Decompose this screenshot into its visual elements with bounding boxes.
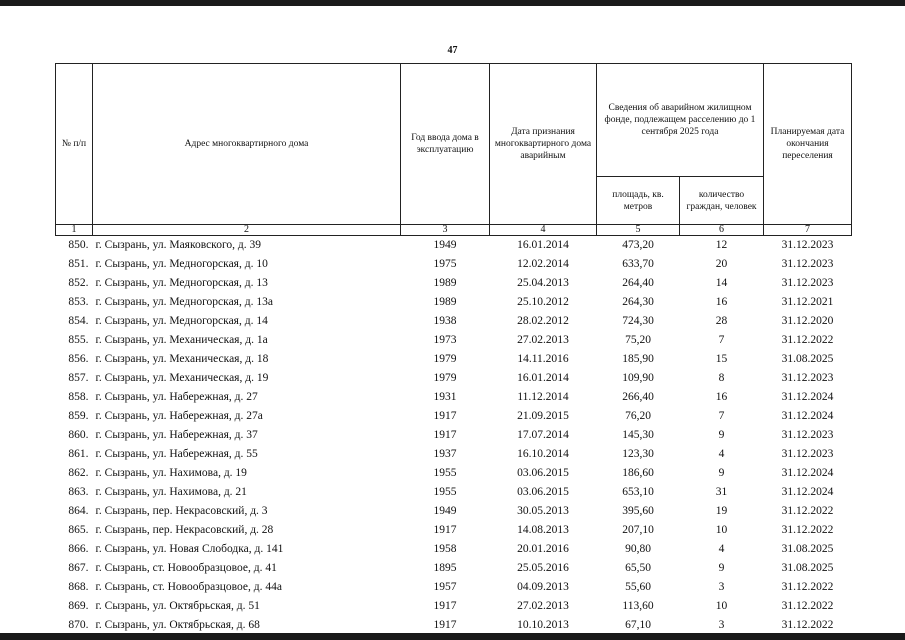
table-row (56, 540, 852, 559)
row-planned-date: 31.12.2021 (781, 296, 834, 308)
header-people: количество граждан, человек (680, 177, 764, 225)
row-people: 10 (715, 524, 728, 536)
row-area: 55,60 (625, 581, 651, 593)
row-year: 1979 (433, 372, 457, 384)
row-emergency-date: 21.09.2015 (517, 410, 569, 422)
row-number: 870. (68, 619, 89, 631)
table-row (56, 331, 852, 350)
row-planned-date: 31.12.2023 (781, 258, 834, 270)
header-emergency-date: Дата признания многоквартирного дома аварийным (490, 64, 597, 225)
row-address: г. Сызрань, ул. Набережная, д. 27 (95, 391, 258, 403)
row-area: 633,70 (622, 258, 654, 270)
row-number: 869. (68, 600, 89, 612)
row-people: 15 (715, 353, 728, 365)
row-address: г. Сызрань, ул. Медногорская, д. 14 (95, 315, 268, 327)
row-area: 123,30 (622, 448, 654, 460)
row-people: 28 (715, 315, 728, 327)
row-people: 9 (718, 562, 725, 574)
row-emergency-date: 25.04.2013 (517, 277, 569, 289)
row-year: 1937 (433, 448, 457, 460)
row-number: 855. (68, 334, 89, 346)
row-planned-date: 31.12.2022 (781, 619, 834, 631)
row-emergency-date: 04.09.2013 (517, 581, 569, 593)
table-row (56, 407, 852, 426)
row-people: 7 (718, 410, 725, 422)
row-emergency-date: 20.01.2016 (517, 543, 569, 555)
row-number: 862. (68, 467, 89, 479)
table-row (56, 350, 852, 369)
row-area: 76,20 (625, 410, 651, 422)
row-people: 19 (715, 505, 728, 517)
row-planned-date: 31.12.2020 (781, 315, 834, 327)
header-year: Год ввода дома в эксплуатацию (401, 64, 490, 225)
table-row (56, 255, 852, 274)
row-emergency-date: 03.06.2015 (517, 486, 569, 498)
row-year: 1917 (433, 600, 457, 612)
resettlement-table (55, 63, 852, 635)
row-area: 90,80 (625, 543, 651, 555)
row-address: г. Сызрань, ул. Механическая, д. 18 (95, 353, 269, 365)
row-address: г. Сызрань, ул. Нахимова, д. 21 (95, 486, 247, 498)
row-emergency-date: 25.10.2012 (517, 296, 569, 308)
table-row (56, 559, 852, 578)
row-year: 1931 (433, 391, 457, 403)
table-row (56, 369, 852, 388)
row-people: 7 (718, 334, 725, 346)
row-planned-date: 31.12.2024 (781, 391, 834, 403)
row-planned-date: 31.12.2022 (781, 334, 834, 346)
row-area: 473,20 (622, 239, 654, 251)
row-planned-date: 31.12.2022 (781, 524, 834, 536)
row-number: 861. (68, 448, 89, 460)
row-planned-date: 31.12.2023 (781, 372, 834, 384)
row-number: 850. (68, 239, 89, 251)
row-number: 856. (68, 353, 89, 365)
col-num: 6 (680, 225, 764, 236)
table-row (56, 388, 852, 407)
row-year: 1958 (433, 543, 457, 555)
row-address: г. Сызрань, пер. Некрасовский, д. 3 (95, 505, 268, 517)
row-number: 852. (68, 277, 89, 289)
row-number: 854. (68, 315, 89, 327)
row-year: 1957 (433, 581, 457, 593)
row-emergency-date: 27.02.2013 (517, 334, 569, 346)
table-row (56, 464, 852, 483)
row-people: 16 (715, 391, 728, 403)
row-year: 1973 (433, 334, 457, 346)
row-address: г. Сызрань, пер. Некрасовский, д. 28 (95, 524, 274, 536)
col-num: 3 (401, 225, 490, 236)
row-planned-date: 31.12.2024 (781, 410, 834, 422)
row-emergency-date: 12.02.2014 (517, 258, 569, 270)
row-number: 865. (68, 524, 89, 536)
header-housing-info: Сведения об аварийном жилищном фонде, подлежащем расселению до 1 сентября 2025 года (597, 64, 764, 177)
row-address: г. Сызрань, ул. Медногорская, д. 13а (95, 296, 273, 308)
row-planned-date: 31.08.2025 (781, 562, 834, 574)
table-row (56, 274, 852, 293)
row-year: 1955 (433, 467, 457, 479)
header-address: Адрес многоквартирного дома (93, 64, 401, 225)
row-address: г. Сызрань, ул. Маяковского, д. 39 (95, 239, 261, 251)
row-emergency-date: 25.05.2016 (517, 562, 569, 574)
row-year: 1917 (433, 429, 457, 441)
row-planned-date: 31.12.2024 (781, 486, 834, 498)
row-people: 9 (718, 429, 725, 441)
row-address: г. Сызрань, ул. Набережная, д. 37 (95, 429, 258, 441)
row-area: 395,60 (622, 505, 654, 517)
row-number: 853. (68, 296, 89, 308)
row-address: г. Сызрань, ул. Набережная, д. 55 (95, 448, 258, 460)
row-area: 724,30 (622, 315, 654, 327)
row-year: 1989 (433, 277, 457, 289)
row-year: 1949 (433, 505, 457, 517)
table-row (56, 521, 852, 540)
row-year: 1917 (433, 619, 457, 631)
row-emergency-date: 16.01.2014 (517, 372, 569, 384)
row-people: 4 (718, 448, 725, 460)
scan-bottom-border (0, 633, 905, 640)
table-row (56, 483, 852, 502)
row-planned-date: 31.12.2023 (781, 239, 834, 251)
row-emergency-date: 17.07.2014 (517, 429, 569, 441)
row-area: 185,90 (622, 353, 654, 365)
row-people: 9 (718, 467, 725, 479)
row-emergency-date: 16.01.2014 (517, 239, 569, 251)
row-year: 1895 (433, 562, 457, 574)
scan-top-border (0, 0, 905, 6)
row-people: 31 (715, 486, 728, 498)
table-row (56, 445, 852, 464)
row-planned-date: 31.08.2025 (781, 353, 834, 365)
row-year: 1979 (433, 353, 457, 365)
row-number: 857. (68, 372, 89, 384)
table-row (56, 502, 852, 521)
row-people: 20 (715, 258, 728, 270)
row-people: 8 (718, 372, 725, 384)
row-people: 10 (715, 600, 728, 612)
col-num: 5 (597, 225, 680, 236)
row-area: 266,40 (622, 391, 654, 403)
row-emergency-date: 14.08.2013 (517, 524, 569, 536)
row-planned-date: 31.12.2023 (781, 429, 834, 441)
row-year: 1975 (433, 258, 457, 270)
row-number: 868. (68, 581, 89, 593)
table-row (56, 236, 852, 256)
row-address: г. Сызрань, ул. Нахимова, д. 19 (95, 467, 247, 479)
row-address: г. Сызрань, ул. Медногорская, д. 10 (95, 258, 268, 270)
col-num: 2 (93, 225, 401, 236)
row-planned-date: 31.12.2023 (781, 277, 834, 289)
row-area: 264,30 (622, 296, 654, 308)
row-address: г. Сызрань, ул. Октябрьская, д. 51 (95, 600, 260, 612)
row-address: г. Сызрань, ул. Октябрьская, д. 68 (95, 619, 260, 631)
row-area: 207,10 (622, 524, 654, 536)
page-number: 47 (447, 45, 458, 56)
row-address: г. Сызрань, ул. Механическая, д. 1а (95, 334, 268, 346)
row-address: г. Сызрань, ул. Набережная, д. 27а (95, 410, 263, 422)
row-people: 16 (715, 296, 728, 308)
row-emergency-date: 27.02.2013 (517, 600, 569, 612)
row-people: 3 (718, 581, 725, 593)
row-year: 1938 (433, 315, 457, 327)
row-year: 1989 (433, 296, 457, 308)
row-emergency-date: 16.10.2014 (517, 448, 569, 460)
row-address: г. Сызрань, ст. Новообразцовое, д. 41 (95, 562, 277, 574)
row-area: 75,20 (625, 334, 651, 346)
row-area: 145,30 (622, 429, 654, 441)
table-row (56, 312, 852, 331)
row-address: г. Сызрань, ул. Механическая, д. 19 (95, 372, 269, 384)
row-area: 264,40 (622, 277, 654, 289)
row-planned-date: 31.12.2022 (781, 505, 834, 517)
row-number: 851. (68, 258, 89, 270)
row-address: г. Сызрань, ул. Новая Слободка, д. 141 (95, 543, 284, 555)
row-year: 1955 (433, 486, 457, 498)
row-area: 67,10 (625, 619, 651, 631)
row-planned-date: 31.12.2024 (781, 467, 834, 479)
row-area: 65,50 (625, 562, 651, 574)
row-emergency-date: 11.12.2014 (517, 391, 569, 403)
row-planned-date: 31.12.2022 (781, 581, 834, 593)
row-address: г. Сызрань, ст. Новообразцовое, д. 44а (95, 581, 282, 593)
row-number: 858. (68, 391, 89, 403)
row-emergency-date: 30.05.2013 (517, 505, 569, 517)
row-planned-date: 31.08.2025 (781, 543, 834, 555)
row-area: 653,10 (622, 486, 654, 498)
header-planned-date: Планируемая дата окончания переселения (764, 64, 852, 225)
row-address: г. Сызрань, ул. Медногорская, д. 13 (95, 277, 268, 289)
row-planned-date: 31.12.2022 (781, 600, 834, 612)
row-number: 859. (68, 410, 89, 422)
row-year: 1949 (433, 239, 457, 251)
row-area: 186,60 (622, 467, 654, 479)
row-emergency-date: 28.02.2012 (517, 315, 569, 327)
column-numbers-row (56, 225, 852, 236)
col-num: 4 (490, 225, 597, 236)
row-emergency-date: 14.11.2016 (517, 353, 569, 365)
table-row (56, 426, 852, 445)
row-number: 860. (68, 429, 89, 441)
table-row (56, 293, 852, 312)
row-people: 3 (718, 619, 725, 631)
header-area: площадь, кв. метров (597, 177, 680, 225)
row-year: 1917 (433, 410, 457, 422)
row-year: 1917 (433, 524, 457, 536)
row-people: 12 (715, 239, 728, 251)
row-area: 113,60 (622, 600, 654, 612)
row-area: 109,90 (622, 372, 654, 384)
row-number: 863. (68, 486, 89, 498)
col-num: 1 (56, 225, 93, 236)
row-number: 867. (68, 562, 89, 574)
header-number: № п/п (56, 64, 93, 225)
row-people: 14 (715, 277, 728, 289)
row-number: 866. (68, 543, 89, 555)
table-row (56, 597, 852, 616)
row-emergency-date: 03.06.2015 (517, 467, 569, 479)
row-emergency-date: 10.10.2013 (517, 619, 569, 631)
row-number: 864. (68, 505, 89, 517)
col-num: 7 (764, 225, 852, 236)
row-planned-date: 31.12.2023 (781, 448, 834, 460)
row-people: 4 (718, 543, 725, 555)
table-row (56, 578, 852, 597)
